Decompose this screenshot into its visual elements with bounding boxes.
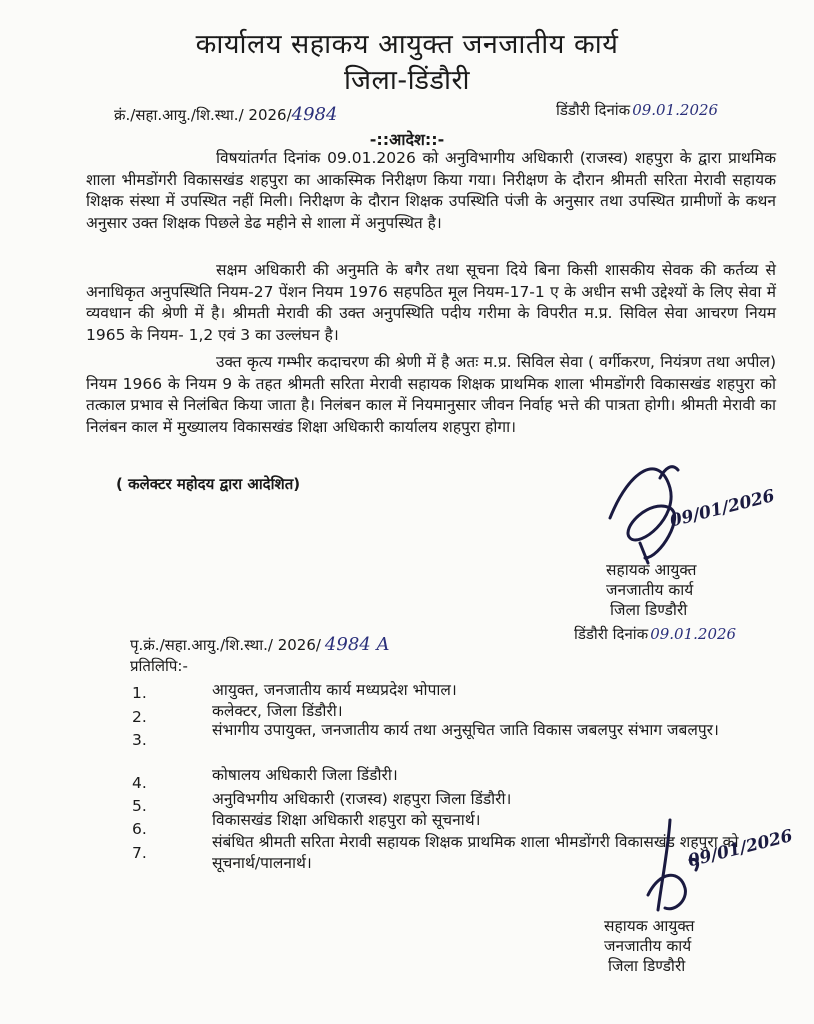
district-title: जिला-डिंडौरी [344, 65, 470, 96]
copy-item-number: 5. [132, 797, 147, 815]
signature-1-date: 09/01/2026 [668, 486, 777, 532]
copy-item-number: 1. [132, 684, 147, 702]
copy-item-number: 7. [132, 844, 147, 862]
copy-date-handwritten: 09.01.2026 [650, 625, 737, 643]
signature-1-line-1: सहायक आयुक्त [606, 561, 697, 579]
copy-number-handwritten: 4984 A [324, 634, 390, 655]
office-title: कार्यालय सहाकय आयुक्त जनजातीय कार्य [195, 29, 619, 60]
signature-2-line-2: जनजातीय कार्य [604, 937, 692, 955]
copy-number-prefix: पृ.क्रं./सहा.आयु./शि.स्था./ 2026/ [130, 636, 321, 654]
copy-item-text: आयुक्त, जनजातीय कार्य मध्यप्रदेश भोपाल। [212, 681, 457, 699]
copy-item-text: संभागीय उपायुक्त, जनजातीय कार्य तथा अनुसूचित जाति विकास जबलपुर संभाग जबलपुर। [212, 721, 719, 739]
order-number [114, 104, 337, 125]
copy-item-text: अनुविभगीय अधिकारी (राजस्व) शहपुरा जिला डिंडौरी। [212, 790, 512, 808]
signature-1-line-3: जिला डिण्डौरी [610, 601, 688, 619]
signature-1-designation [606, 560, 697, 620]
signature-2-date: 09/01/2026 [686, 826, 795, 872]
collector-note: ( कलेक्टर महोदय द्वारा आदेशित) [116, 475, 301, 493]
copy-label: प्रतिलिपि:- [130, 657, 188, 675]
signature-2-line-1: सहायक आयुक्त [604, 917, 695, 935]
copy-item-number: 4. [132, 774, 147, 792]
order-date-handwritten: 09.01.2026 [632, 101, 719, 119]
order-date-label: डिंडौरी दिनांक [556, 101, 631, 119]
paragraph-1: विषयांतर्गत दिनांक 09.01.2026 को अनुविभागीय अधिकारी (राजस्व) शहपुरा के द्वारा प्राथमिक शाला भीमडोंगरी विकासखंड शहपुरा का आकस्मिक निरीक्षण किया गया। निरीक्षण के दौरान श्रीमती सरिता मेरावी सहायक शिक्षक संस्था में उपस्थित नहीं मिली। निरीक्षण के दौरान शिक्षक उपस्थिति पंजी के अनुसार तथा उपस्थित ग्रामीणों के कथन अनुसार उक्त शिक्षक पिछले डेढ महीने से शाला में अनुपस्थित है। [86, 149, 776, 232]
copy-item-text: कलेक्टर, जिला डिंडौरी। [212, 702, 343, 720]
copy-item-text: कोषालय अधिकारी जिला डिंडौरी। [212, 766, 398, 784]
copy-item-number: 6. [132, 820, 147, 838]
signature-1-line-2: जनजातीय कार्य [606, 581, 694, 599]
copy-date [574, 624, 736, 644]
order-number-handwritten: 4984 [291, 104, 338, 125]
order-heading: -::आदेश::- [369, 130, 445, 149]
paragraph-2: सक्षम अधिकारी की अनुमति के बगैर तथा सूचना दिये बिना किसी शासकीय सेवक की कर्तव्य से अनाधिकृत अनुपस्थिति नियम-27 पेंशन नियम 1976 सहपठित मूल नियम-17-1 ए के अधीन सभी उद्देश्यों के लिए सेवा में व्यवधान की श्रेणी में है। श्रीमती मेरावी की उक्त अनुपस्थिति पदीय गरीमा के विपरीत म.प्र. सिविल सेवा आचरण नियम 1965 के नियम- 1,2 एवं 3 का उल्लंघन है। [86, 261, 776, 344]
copy-item-number: 3. [132, 731, 147, 749]
copy-number [130, 634, 389, 655]
signature-2-line-3: जिला डिण्डौरी [608, 957, 686, 975]
copy-item-text: संबंधित श्रीमती सरिता मेरावी सहायक शिक्षक प्राथमिक शाला भीमडोंगरी विकासखंड शहपुरा को सूचनार्थ/पालनार्थ। [212, 833, 739, 872]
order-date [556, 100, 718, 120]
copy-item-number: 2. [132, 708, 147, 726]
paragraph-3: उक्त कृत्य गम्भीर कदाचरण की श्रेणी में है अतः म.प्र. सिविल सेवा ( वर्गीकरण, नियंत्रण तथा अपील) नियम 1966 के नियम 9 के तहत श्रीमती सरिता मेरावी सहायक शिक्षक प्राथमिक शाला भीमडोंगरी विकासखंड शहपुरा को तत्काल प्रभाव से निलंबित किया जाता है। निलंबन काल में नियमानुसार जीवन निर्वाह भत्ते की पात्रता होगी। श्रीमती मेरावी का निलंबन काल में मुख्यालय विकासखंड शिक्षा अधिकारी कार्यालय शहपुरा होगा। [86, 353, 776, 436]
signature-2-designation [604, 916, 695, 976]
copy-date-label: डिंडौरी दिनांक [574, 625, 649, 643]
copy-item-text: विकासखंड शिक्षा अधिकारी शहपुरा को सूचनार्थ। [212, 811, 481, 829]
order-number-prefix: क्रं./सहा.आयु./शि.स्था./ 2026/ [114, 106, 292, 124]
